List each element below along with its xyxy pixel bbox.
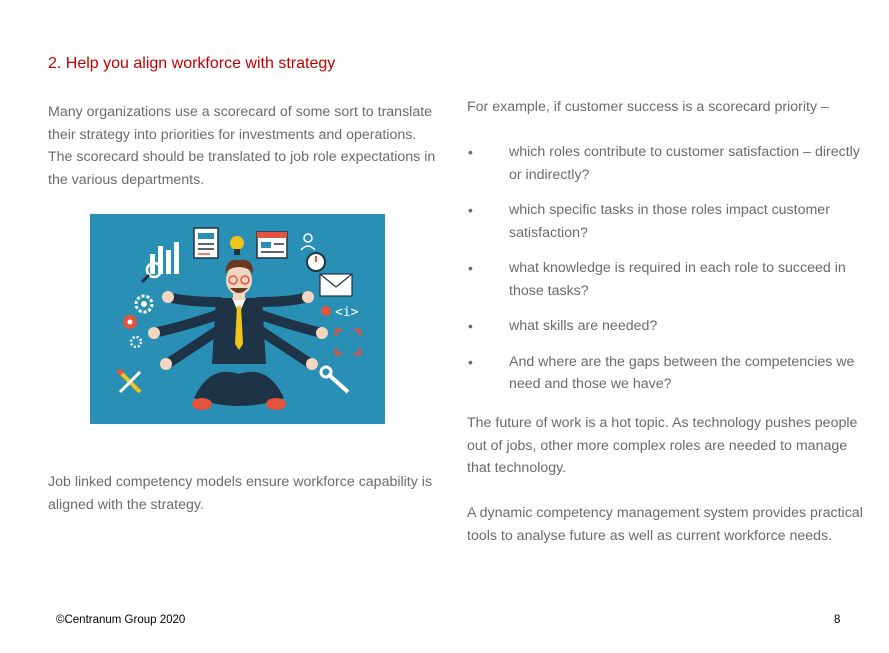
left-closing-paragraph: Job linked competency models ensure workforce capability is aligned with the strategy.	[48, 474, 433, 513]
right-intro-paragraph: For example, if customer success is a scorecard priority –	[467, 99, 829, 115]
priority-question-list	[467, 141, 867, 409]
list-item-text: And where are the gaps between the competencies we need and those we have?	[509, 353, 855, 392]
list-item-text: what skills are needed?	[509, 318, 658, 334]
left-intro-paragraph: Many organizations use a scorecard of some sort to translate their strategy into priorities for investments and operations. The scorecard should be translated to job role expectations in the various departments.	[48, 104, 436, 188]
bullet-icon: •	[468, 202, 473, 218]
future-of-work-paragraph: The future of work is a hot topic. As technology pushes people out of jobs, other more complex roles are needed to manage that technology.	[467, 415, 858, 476]
list-item	[467, 141, 867, 186]
gear-icon-orange	[123, 315, 137, 329]
multitasking-manager-illustration	[90, 214, 385, 424]
bullet-icon: •	[468, 353, 473, 370]
svg-text:<i>: <i>	[335, 305, 359, 320]
list-item	[467, 315, 867, 338]
bullet-icon: •	[468, 144, 473, 160]
list-item	[467, 199, 867, 244]
footer-copyright: ©Centranum Group 2020	[56, 614, 186, 626]
bullet-icon: •	[468, 260, 473, 276]
page-number: 8	[834, 614, 841, 626]
list-item	[467, 351, 867, 396]
list-item-text: which roles contribute to customer satisfaction – directly or indirectly?	[509, 144, 860, 183]
section-heading: 2. Help you align workforce with strategy	[48, 55, 336, 72]
envelope-icon	[320, 274, 352, 296]
stopwatch-icon	[307, 253, 325, 271]
list-item-text: what knowledge is required in each role to succeed in those tasks?	[509, 260, 846, 299]
list-item	[467, 257, 867, 302]
browser-window-icon	[257, 232, 287, 258]
competency-system-paragraph: A dynamic competency management system provides practical tools to analyse future as well as current workforce needs.	[467, 505, 863, 544]
bullet-icon: •	[468, 318, 473, 334]
list-item-text: which specific tasks in those roles impact customer satisfaction?	[509, 202, 830, 241]
document-icon	[194, 228, 218, 258]
